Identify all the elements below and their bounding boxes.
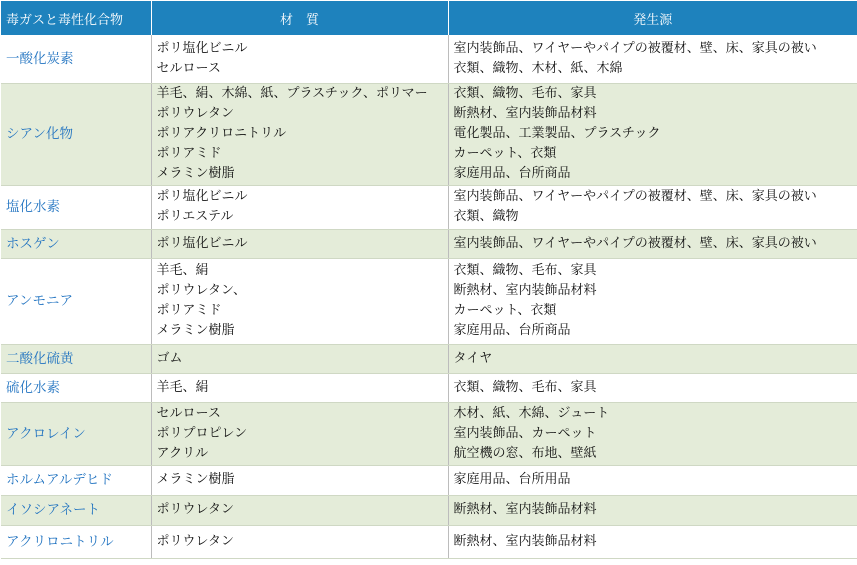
material-line: セルロース — [156, 405, 221, 421]
material-line: ポリ塩化ビニル — [156, 40, 248, 56]
header-material: 材 質 — [151, 1, 448, 35]
table-row — [1, 373, 857, 402]
header-source: 発生源 — [448, 1, 857, 35]
compound-name-cell: 二酸化硫黄 — [1, 344, 151, 373]
source-line: 電化製品、工業製品、プラスチック — [453, 126, 661, 141]
source-line: 断熱材、室内装飾品材料 — [453, 533, 597, 549]
source-line: 家庭用品、台所商品 — [453, 166, 571, 181]
material-line: メラミン樹脂 — [156, 166, 235, 181]
source-cell — [448, 83, 857, 185]
source-cell — [448, 525, 857, 558]
compound-name-cell: 塩化水素 — [1, 185, 151, 229]
table-header — [1, 1, 857, 35]
source-line: 室内装飾品、ワイヤーやパイプの被覆材、壁、床、家具の被い — [453, 40, 817, 56]
material-line: ポリアクリロニトリル — [156, 126, 287, 141]
table-row — [1, 402, 857, 465]
material-cell — [151, 344, 448, 373]
source-line: カーペット、衣類 — [453, 303, 557, 318]
material-line: ポリエステル — [156, 209, 234, 224]
source-line: 断熱材、室内装飾品材料 — [453, 106, 597, 121]
source-cell — [448, 185, 857, 229]
material-cell — [151, 185, 448, 229]
source-line: 断熱材、室内装飾品材料 — [453, 502, 597, 517]
material-cell — [151, 35, 448, 83]
source-line: 衣類、織物、毛布、家具 — [453, 379, 597, 395]
source-line: 室内装飾品、ワイヤーやパイプの被覆材、壁、床、家具の被い — [453, 235, 817, 251]
material-line: ポリウレタン — [156, 502, 234, 517]
material-cell — [151, 495, 448, 525]
toxic-gas-table — [1, 1, 857, 559]
source-cell — [448, 465, 857, 495]
material-line: ポリアミド — [156, 146, 222, 161]
material-line: 羊毛、絹 — [156, 379, 209, 395]
material-line: ポリアミド — [156, 303, 222, 318]
material-line: 羊毛、絹、木綿、紙、プラスチック、ポリマー — [156, 86, 428, 101]
table-row — [1, 83, 857, 185]
material-cell — [151, 258, 448, 344]
material-line: アクリル — [156, 445, 209, 461]
table-row — [1, 495, 857, 525]
material-line: メラミン樹脂 — [156, 472, 235, 487]
material-line: ポリウレタン — [156, 106, 234, 121]
table-row — [1, 35, 857, 83]
source-line: 断熱材、室内装飾品材料 — [453, 283, 597, 298]
source-cell — [448, 373, 857, 402]
material-cell — [151, 229, 448, 258]
source-cell — [448, 35, 857, 83]
source-line: タイヤ — [453, 350, 493, 366]
material-line: ポリ塩化ビニル — [156, 189, 248, 204]
source-line: カーペット、衣類 — [453, 146, 557, 161]
material-cell — [151, 402, 448, 465]
source-cell — [448, 495, 857, 525]
table-row — [1, 185, 857, 229]
source-cell — [448, 344, 857, 373]
material-line: セルロース — [156, 60, 221, 76]
compound-name-cell: シアン化物 — [1, 83, 151, 185]
material-cell — [151, 525, 448, 558]
source-line: 衣類、織物、毛布、家具 — [453, 86, 597, 101]
source-line: 衣類、織物 — [453, 209, 519, 224]
compound-name-cell: 一酸化炭素 — [1, 35, 151, 83]
material-cell — [151, 373, 448, 402]
table-body — [1, 35, 857, 558]
source-cell — [448, 229, 857, 258]
table-row — [1, 344, 857, 373]
header-toxic-gas: 毒ガスと毒性化合物 — [1, 1, 151, 35]
source-cell — [448, 258, 857, 344]
material-line: 羊毛、絹 — [156, 263, 209, 278]
table-row — [1, 465, 857, 495]
table-row — [1, 525, 857, 558]
material-line: ポリウレタン、 — [156, 283, 246, 298]
source-cell — [448, 402, 857, 465]
source-line: 衣類、織物、毛布、家具 — [453, 263, 597, 278]
compound-name-cell: アクロレイン — [1, 402, 151, 465]
compound-name-cell: 硫化水素 — [1, 373, 151, 402]
source-line: 木材、紙、木綿、ジュート — [453, 405, 610, 421]
material-line: メラミン樹脂 — [156, 323, 235, 338]
compound-name-cell: ホルムアルデヒド — [1, 465, 151, 495]
source-line: 衣類、織物、木材、紙、木綿 — [453, 60, 623, 76]
compound-name-cell: アクリロニトリル — [1, 525, 151, 558]
source-line: 航空機の窓、布地、壁紙 — [453, 445, 597, 461]
source-line: 室内装飾品、カーペット — [453, 425, 597, 441]
table-row — [1, 229, 857, 258]
source-line: 室内装飾品、ワイヤーやパイプの被覆材、壁、床、家具の被い — [453, 189, 817, 204]
material-line: ポリプロピレン — [156, 425, 248, 441]
compound-name-cell: アンモニア — [1, 258, 151, 344]
material-line: ポリ塩化ビニル — [156, 235, 248, 251]
material-cell — [151, 465, 448, 495]
material-line: ポリウレタン — [156, 533, 234, 549]
material-line: ゴム — [156, 350, 183, 366]
table-row — [1, 258, 857, 344]
material-cell — [151, 83, 448, 185]
source-line: 家庭用品、台所用品 — [453, 472, 571, 487]
compound-name-cell: イソシアネート — [1, 495, 151, 525]
compound-name-cell: ホスゲン — [1, 229, 151, 258]
source-line: 家庭用品、台所商品 — [453, 323, 571, 338]
